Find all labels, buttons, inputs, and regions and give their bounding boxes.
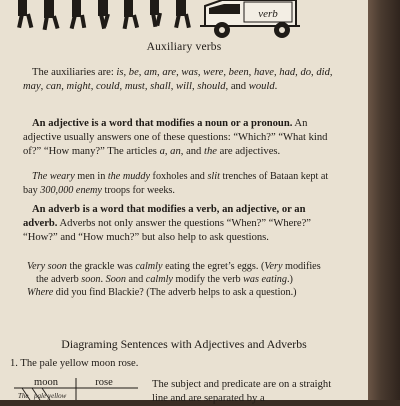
book-binding <box>368 0 400 400</box>
adverb-examples <box>27 260 335 300</box>
diagram-subject: moon <box>34 377 58 388</box>
auxiliaries-paragraph: The auxiliaries are: is, be, am, are, was, were, been, have, had, do, did, may, can, might, could, must, shall, will, should, and would. <box>23 67 333 93</box>
adverb-example-1: Very soon the grackle was calmly eating the egret’s eggs. (Very modifies the adverb soon. Soon and calmly modify the verb was eating.) <box>27 261 321 286</box>
diagram-modifier: pale <box>34 392 47 400</box>
section-title: Auxiliary verbs <box>146 41 222 53</box>
adverb-paragraph: An adverb is a word that modifies a verb, an adjective, or an adverb. Adverbs not only answer the questions “When?” “Where?” “How?” and “How much?” but also help to ask questions. <box>23 204 312 244</box>
diagram-modifier: The <box>18 392 29 400</box>
adjective-example: The weary men in the muddy foxholes and slit trenches of Bataan kept at bay 300,000 enemy troops for weeks. <box>23 171 329 196</box>
adverb-example-2: Where did you find Blackie? (The adverb helps to ask a question.) <box>27 287 297 299</box>
diagram-modifier: yellow <box>48 392 67 400</box>
example-sentence: 1. The pale yellow moon rose. <box>10 358 139 369</box>
adverb-definition: An adverb is a word that modifies a verb, an adjective, or an adverb. <box>23 204 306 230</box>
adjective-paragraph: An adjective is a word that modifies a noun or a pronoun. An adjective usually answers one of these questions: “Which?” “What kind of?” “How many?” The articles a, an, and the are adjectives. <box>23 118 328 158</box>
diagram-explanation: The subject and predicate are on a straight line and are separated by a <box>152 379 332 404</box>
diagram-predicate: rose <box>95 377 113 388</box>
diagram-section-title: Diagraming Sentences with Adjectives and Adverbs <box>61 337 307 351</box>
adjective-definition: An adjective is a word that modifies a noun or a pronoun. <box>32 118 293 129</box>
truck-sign-label: verb <box>258 8 278 20</box>
header-illustration <box>0 0 368 40</box>
sentence-diagram <box>10 370 140 400</box>
